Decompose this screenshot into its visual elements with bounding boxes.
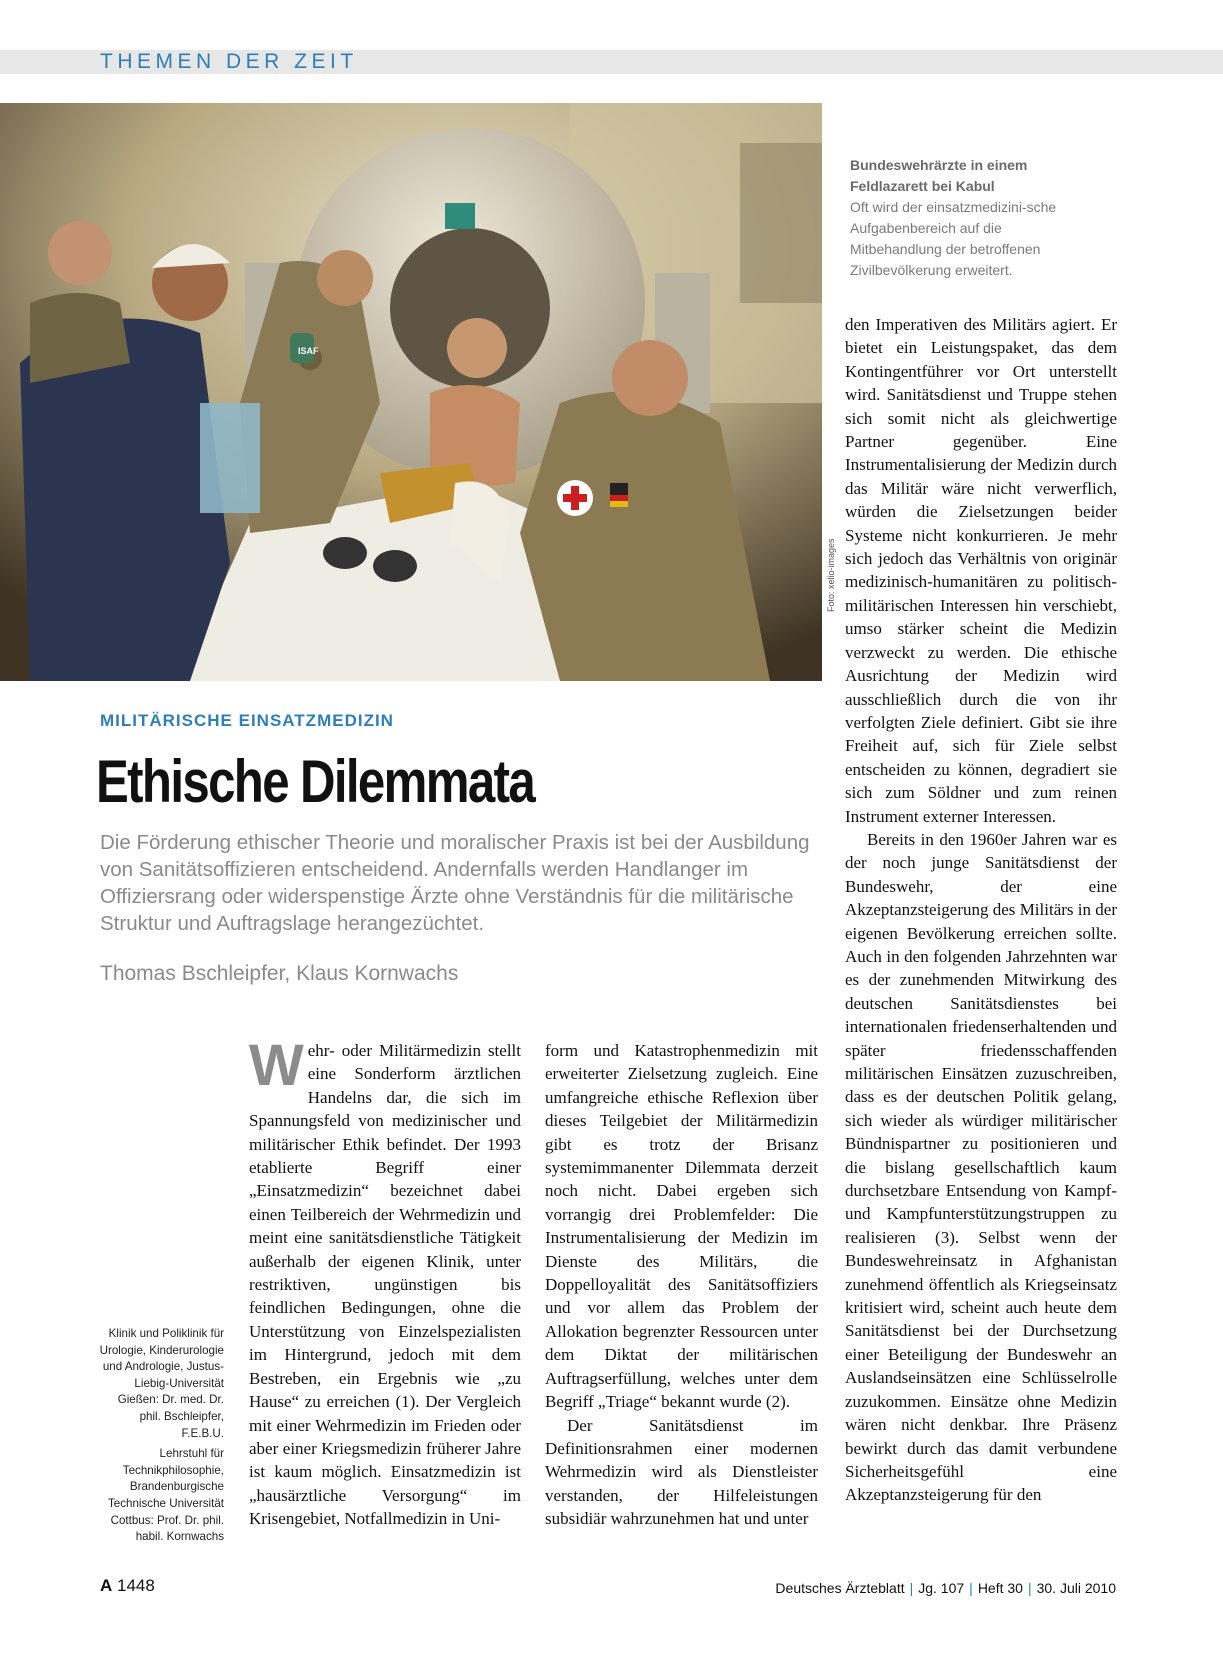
article-kicker: MILITÄRISCHE EINSATZMEDIZIN: [100, 711, 394, 730]
isaf-badge: ISAF: [298, 346, 319, 356]
photo-caption: [850, 155, 1060, 281]
photo-illustration: [0, 103, 822, 681]
caption-title: Bundeswehrärzte in einem Feldlazarett bei Kabul: [850, 157, 1028, 194]
body-paragraph: form und Katastrophenmedizin mit erweiterter Zielsetzung zugleich. Eine umfangreiche ethische Reflexion über dieses Teilgebiet der Militärmedizin gibt es trotz der Brisanz systemimmanenter Dilemmata derzeit noch nicht. Dabei ergeben sich vorrangig drei Problemfelder: Die Instrumentalisierung der Medizin im Dienste des Militärs, die Doppelloyalität des Sanitätsoffiziers und vor allem das Problem der Allokation begrenzter Ressourcen unter dem Diktat der militärischen Auftragserfüllung, welches unter dem Begriff „Triage“ bekannt wurde (2).: [545, 1041, 818, 1412]
article-photo: [0, 103, 822, 681]
page-number: A 1448: [100, 1576, 155, 1595]
journal-date: 30. Juli 2010: [1036, 1580, 1116, 1596]
author-affiliations: [96, 1326, 224, 1550]
divider: |: [909, 1580, 914, 1596]
article-lede: Die Förderung ethischer Theorie und moralischer Praxis ist bei der Ausbildung von Sanitätsoffizieren entscheidend. Andernfalls werden Handlanger im Offiziersrang oder widerspenstige Ärzte ohne Verständnis für die militärische Struktur und Auftragslage herangezüchtet.: [100, 831, 810, 935]
body-column-2: [545, 1039, 818, 1531]
journal-name: Deutsches Ärzteblatt: [775, 1580, 905, 1596]
body-text: ehr- oder Militärmedizin stellt eine Sonderform ärztlichen Handelns dar, die sich im Spannungsfeld von medizinischer und militärischer Ethik befindet. Der 1993 etablierte Begriff einer „Einsatzmedizin“ bezeichnet dabei einen Teilbereich der Wehrmedizin und meint eine sanitätsdienstliche Tätigkeit außerhalb der eigenen Klinik, unter restriktiven, ungünstigen bis feindlichen Bedingungen, ohne die Unterstützung von Einzelspezialisten im Hintergrund, jedoch mit dem Bestreben, ein Ergebnis wie „zu Hause“ zu erreichen (1). Der Vergleich mit einer Wehrmedizin im Frieden oder aber einer Kriegsmedizin früherer Jahre ist kaum möglich. Einsatzmedizin ist „hausärztliche Versorgung“ im Krisengebiet, Notfallmedizin in Uni-: [249, 1041, 521, 1529]
affiliation: Klinik und Poliklinik für Urologie, Kinderurologie und Andrologie, Justus-Liebig-Universität Gießen: Dr. med. Dr. phil. Bschleipfer, F.E.B.U.: [99, 1327, 224, 1440]
article-authors: Thomas Bschleipfer, Klaus Kornwachs: [100, 962, 459, 985]
body-paragraph: Der Sanitätsdienst im Definitionsrahmen einer modernen Wehrmedizin wird als Dienstleister verstanden, der Hilfeleistungen subsidiär wahrzunehmen hat und unter: [545, 1415, 818, 1529]
affiliation: Lehrstuhl für Technikphilosophie, Brandenburgische Technische Universität Cottbus: Prof. Dr. phil. habil. Kornwachs: [108, 1447, 224, 1544]
caption-text: Oft wird der einsatzmedizini-sche Aufgabenbereich auf die Mitbehandlung der betroffenen Zivilbevölkerung erweitert.: [850, 199, 1057, 278]
journal-footer: [775, 1580, 1116, 1596]
body-column-1: [249, 1033, 521, 1531]
section-header: THEMEN DER ZEIT: [100, 50, 358, 73]
drop-cap: W: [249, 1033, 304, 1098]
divider: |: [1027, 1580, 1032, 1596]
article-title: Ethische Dilemmata: [96, 748, 535, 815]
photo-credit: Foto: xelio-images: [826, 538, 836, 612]
body-paragraph: den Imperativen des Militärs agiert. Er bietet ein Leistungspaket, das dem Kontingentführer vor Ort unterstellt wird. Sanitätsdienst und Truppe stehen sich somit nicht als gleichwertige Partner gegenüber. Eine Instrumentalisierung der Medizin durch das Militär wäre nicht verwerflich, würden die Zielsetzungen beider Systeme nicht konkurrieren. Je mehr sich jedoch das Verhältnis von originär medizinisch-humanitären zu politisch-militärischen Interessen hin verschiebt, umso stärker scheint die Medizin verzweckt zu werden. Die ethische Ausrichtung der Medizin wird ausschließlich durch die von ihr verfolgten Ziele definiert. Gibt sie ihre Freiheit auf, sich für Ziele selbst entscheiden zu können, degradiert sie sich zum Söldner und zum reinen Instrument externer Interessen.: [845, 315, 1117, 826]
body-paragraph: Bereits in den 1960er Jahren war es der noch junge Sanitätsdienst der Bundeswehr, der eine Akzeptanzsteigerung des Militärs in der eigenen Bevölkerung erreichen sollte. Auch in den folgenden Jahrzehnten war es der zunehmenden Mitwirkung des deutschen Sanitätsdienstes bei internationalen friedenserhaltenden und später friedensschaffenden militärischen Einsätzen zuzuschreiben, dass es der deutschen Politik gelang, sich wieder als würdiger militärischer Bündnispartner zu positionieren und die bislang gesellschaftlich kaum durchsetzbare Entsendung von Kampf- und Kampfunterstützungstruppen zu realisieren (3). Selbst wenn der Bundeswehreinsatz in Afghanistan zunehmend öffentlich als Kriegseinsatz kritisiert wird, scheint auch heute dem Sanitätsdienst bei der Durchsetzung einer Beteiligung der Bundeswehr an Auslandseinsätzen eine Schlüsselrolle zuzukommen. Einsätze ohne Medizin wären nicht denkbar. Ihre Präsenz bewirkt durch das damit verbundene Sicherheitsgefühl eine Akzeptanzsteigerung für den: [845, 829, 1117, 1505]
divider: |: [969, 1580, 973, 1596]
journal-volume: Jg. 107: [918, 1580, 965, 1596]
body-column-3: [845, 313, 1117, 1507]
journal-issue: Heft 30: [977, 1580, 1023, 1596]
